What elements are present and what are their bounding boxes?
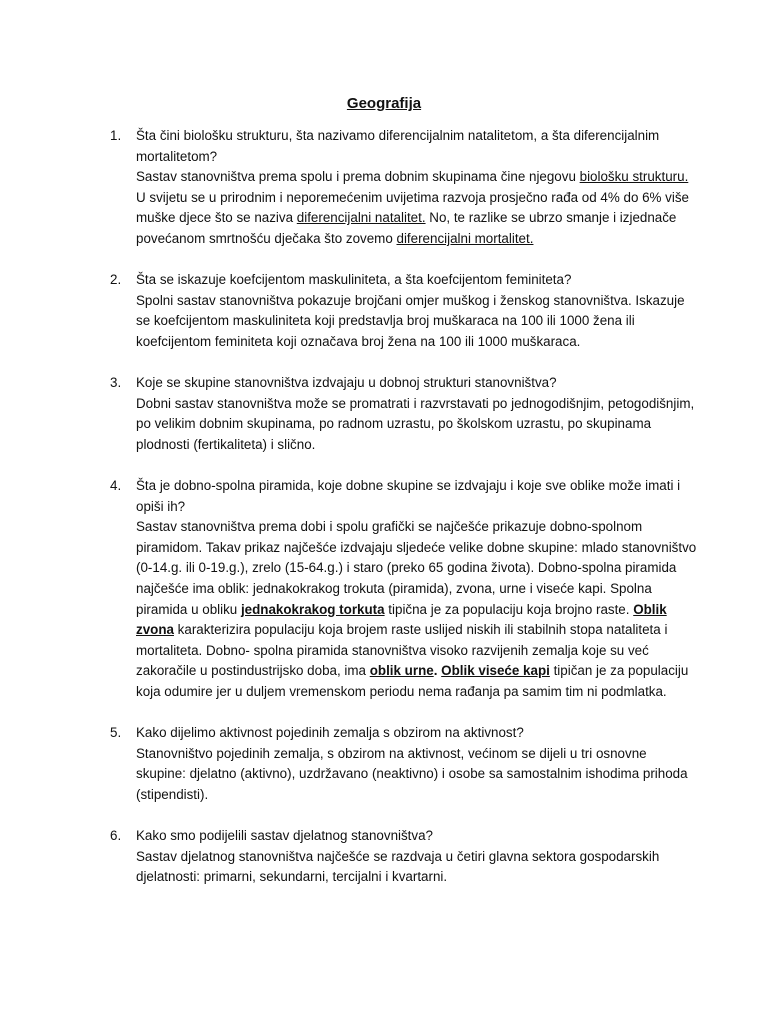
question-text: Kako dijelimo aktivnost pojedinih zemalja s obzirom na aktivnost? xyxy=(136,725,524,741)
list-item xyxy=(110,373,700,455)
bold-underlined-term: Oblik zvona xyxy=(136,601,667,638)
list-item xyxy=(110,270,700,352)
item-number: 4. xyxy=(110,478,122,494)
answer-segment: tipičan je za populaciju koja odumire jer u duljem vremenskom periodu nema rađanja pa samim tim ni podmlatka. xyxy=(136,663,689,700)
question-text: Šta se iskazuje koefcijentom maskuliniteta, a šta koefcijentom feminiteta? xyxy=(136,272,572,288)
question-text: Šta čini biološku strukturu, šta nazivamo diferencijalnim natalitetom, a šta diferencijalnim mortalitetom? xyxy=(136,128,660,164)
answer-segment: Sastav stanovništva prema dobi i spolu grafički se najčešće prikazuje dobno-spolnom piramidom. Takav prikaz najčešće izdvajaju sljedeće velike dobne skupine: mlado stanovništvo (0-14.g. ili 0-19.g.), zrelo (15-64.g.) i staro (preko 65 godina života). Dobno-spolna piramida najčešće ima oblik: jednakokrakog trokuta (piramida), zvona, urne i viseće kapi. Spolna piramida u obliku xyxy=(136,519,697,617)
question-text: Koje se skupine stanovništva izdvajaju u dobnoj strukturi stanovništva? xyxy=(136,375,557,391)
answer-text: Stanovništvo pojedinih zemalja, s obzirom na aktivnost, većinom se dijeli u tri osnovne skupine: djelatno (aktivno), uzdržavano (neaktivno) i osobe sa samostalnim ishodima prihoda (stipendisti). xyxy=(136,745,688,802)
answer-text: Sastav djelatnog stanovništva najčešće se razdvaja u četiri glavna sektora gospodarskih djelatnosti: primarni, sekundarni, tercijalni i kvartarni. xyxy=(136,848,660,885)
bold-underlined-term: oblik urne xyxy=(369,663,434,679)
answer-text xyxy=(136,517,700,702)
list-item xyxy=(110,723,700,805)
list-item xyxy=(110,826,700,888)
answer-segment: Sastav stanovništva prema spolu i prema dobnim skupinama čine njegovu xyxy=(136,169,580,185)
bold-underlined-term: jednakokrakog torkuta xyxy=(240,601,385,617)
page-title: Geografija xyxy=(346,95,422,112)
item-number: 3. xyxy=(110,375,122,391)
answer-text: Spolni sastav stanovništva pokazuje brojčani omjer muškog i ženskog stanovništva. Iskazuje se koefcijentom maskuliniteta koji predstavlja broj muškaraca na 100 ili 1000 žena ili koefcijentom feminiteta koji označava broj žena na 100 ili 1000 muškaraca. xyxy=(136,292,685,349)
question-text: Kako smo podijelili sastav djelatnog stanovništva? xyxy=(136,828,433,844)
list-item xyxy=(110,476,700,703)
underlined-term: biološku strukturu. xyxy=(579,169,689,185)
answer-segment: . xyxy=(433,663,442,679)
question-list xyxy=(110,126,700,888)
answer-segment: karakterizira populaciju koja brojem raste uslijed niskih ili stabilnih stopa nataliteta i mortaliteta. Dobno- spolna piramida stanovništva visoko razvijenih zemalja koje su već zakoračile u postindustrijsko doba, ima xyxy=(136,622,668,679)
answer-text: Dobni sastav stanovništva može se promatrati i razvrstavati po jednogodišnjim, petogodišnjim, po velikim dobnim skupinama, po radnom uzrastu, po školskom uzrastu, po skupinama plodnosti (fertikaliteta) i slično. xyxy=(136,395,695,452)
underlined-term: diferencijalni natalitet. xyxy=(296,210,426,226)
answer-segment: tipična je za populaciju koja brojno raste. xyxy=(384,601,634,617)
item-number: 5. xyxy=(110,725,122,741)
item-number: 1. xyxy=(110,128,122,143)
answer-text xyxy=(136,167,700,249)
question-text: Šta je dobno-spolna piramida, koje dobne skupine se izdvajaju i koje sve oblike može imati i opiši ih? xyxy=(136,478,681,514)
list-item xyxy=(110,126,700,250)
bold-underlined-term: Oblik viseće kapi xyxy=(441,663,550,679)
item-number: 6. xyxy=(110,828,122,844)
underlined-term: diferencijalni mortalitet. xyxy=(396,230,534,246)
item-number: 2. xyxy=(110,272,122,288)
answer-segment: No, te razlike se ubrzo smanje i izjednače povećanom smrtnošću dječaka što zovemo xyxy=(136,210,677,246)
answer-segment: U svijetu se u prirodnim i neporemećenim uvijetima razvoja prosječno rađa od 4% do 6% više muške djece što se naziva xyxy=(136,189,689,226)
